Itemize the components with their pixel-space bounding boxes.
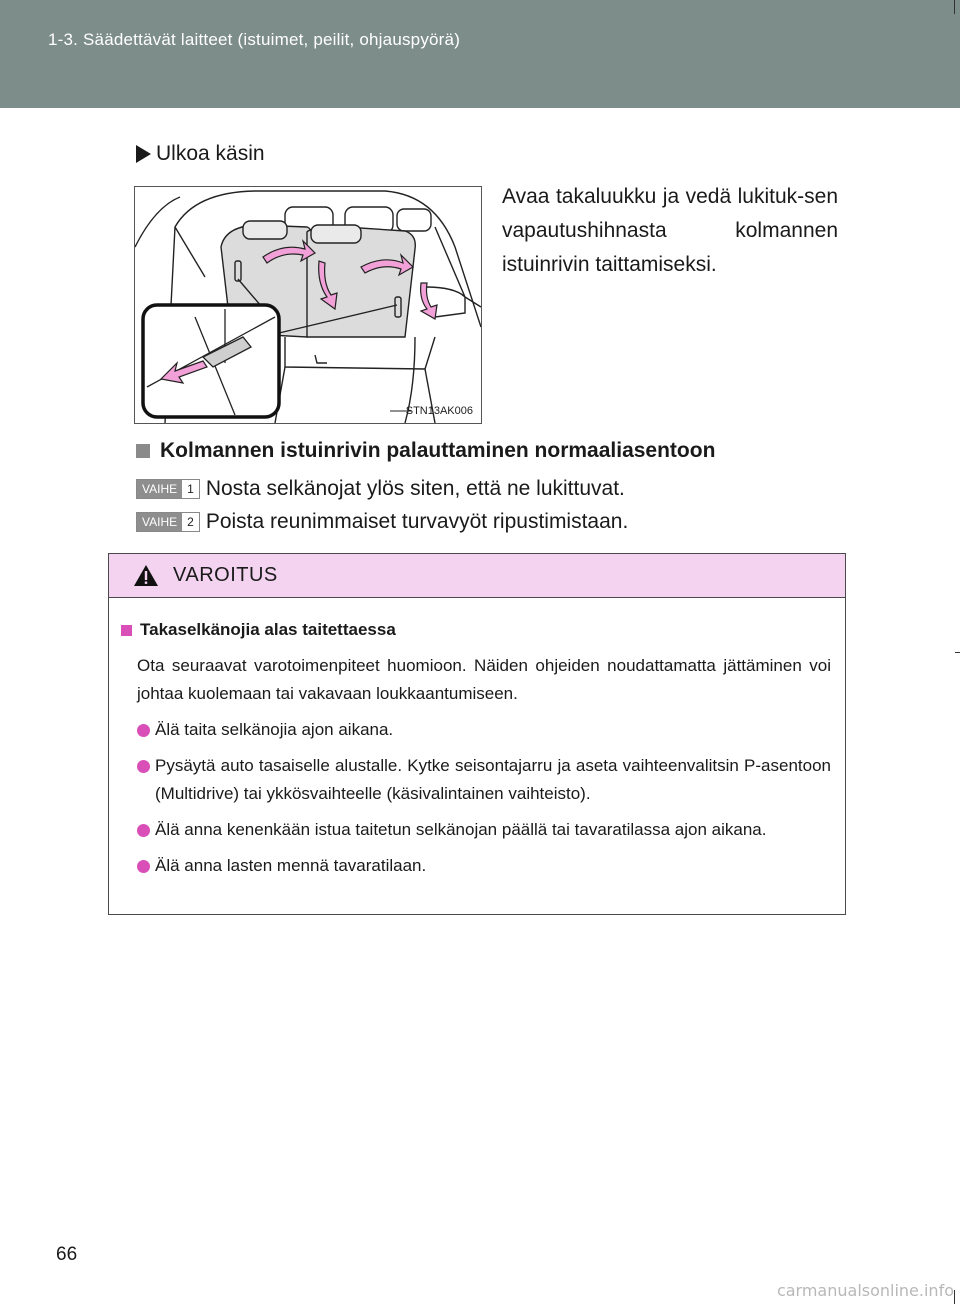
warning-bullet [137, 752, 831, 808]
warning-bullet-text: Älä anna kenenkään istua taitetun selkänojan päällä tai tavaratilassa ajon aikana. [155, 820, 767, 839]
warning-bullet-text: Älä taita selkänojia ajon aikana. [155, 720, 394, 739]
step-2 [136, 510, 628, 534]
warning-bullet-text: Älä anna lasten mennä tavaratilaan. [155, 856, 427, 875]
pink-dot-bullet-icon [137, 824, 150, 837]
section-heading [136, 439, 715, 463]
cargo-area-drawing [135, 187, 481, 423]
step-badge [136, 512, 200, 532]
pink-dot-bullet-icon [137, 760, 150, 773]
pink-square-bullet-icon [121, 625, 132, 636]
figure-caption: Avaa takaluukku ja vedä lukituk-sen vapautushihnasta kolmannen istuinrivin taittamiseksi. [502, 185, 838, 276]
crop-mark [955, 652, 960, 653]
section-title: 1-3. Säädettävät laitteet (istuimet, peilit, ohjauspyörä) [48, 30, 461, 49]
warning-heading-text: Takaselkänojia alas taitettaessa [140, 620, 396, 639]
warning-bullet-text: Pysäytä auto tasaiselle alustalle. Kytke seisontajarru ja aseta vaihteenvalitsin P-asentoon (Multidrive) tai ykkösvaihteelle (käsivalintainen vaihteisto). [155, 756, 831, 803]
subsection-label: Ulkoa käsin [156, 142, 265, 165]
warning-box [108, 553, 846, 915]
warning-bullet [137, 716, 831, 744]
step-badge-label: VAIHE [137, 513, 182, 531]
crop-mark [954, 0, 955, 14]
step-badge-number: 1 [182, 480, 199, 498]
step-badge [136, 479, 200, 499]
warning-heading [121, 620, 831, 640]
step-badge-number: 2 [182, 513, 199, 531]
crop-mark [954, 1290, 955, 1304]
subsection-title [136, 142, 265, 166]
triangle-bullet-icon [136, 145, 151, 163]
warning-header [109, 554, 845, 598]
section-heading-text: Kolmannen istuinrivin palauttaminen normaaliasentoon [160, 439, 716, 462]
warning-bullet [137, 816, 831, 844]
seat-folding-illustration [134, 186, 482, 424]
warning-triangle-icon [133, 564, 159, 587]
figure-code: STN13AK006 [405, 405, 473, 417]
pink-dot-bullet-icon [137, 860, 150, 873]
header-bar [0, 0, 960, 108]
warning-bullet [137, 852, 831, 880]
step-text: Poista reunimmaiset turvavyöt ripustimistaan. [205, 510, 629, 533]
warning-body [109, 598, 845, 880]
page-number: 66 [56, 1244, 78, 1265]
step-1 [136, 477, 625, 501]
watermark: carmanualsonline.info [776, 1281, 954, 1300]
step-badge-label: VAIHE [137, 480, 182, 498]
pink-dot-bullet-icon [137, 724, 150, 737]
warning-title: VAROITUS [173, 564, 278, 586]
square-bullet-icon [136, 444, 150, 458]
step-text: Nosta selkänojat ylös siten, että ne lukittuvat. [205, 477, 625, 500]
warning-intro: Ota seuraavat varotoimenpiteet huomioon. Näiden ohjeiden noudattamatta jättäminen voi johtaa kuolemaan tai vakavaan loukkaantumiseen. [137, 656, 831, 703]
